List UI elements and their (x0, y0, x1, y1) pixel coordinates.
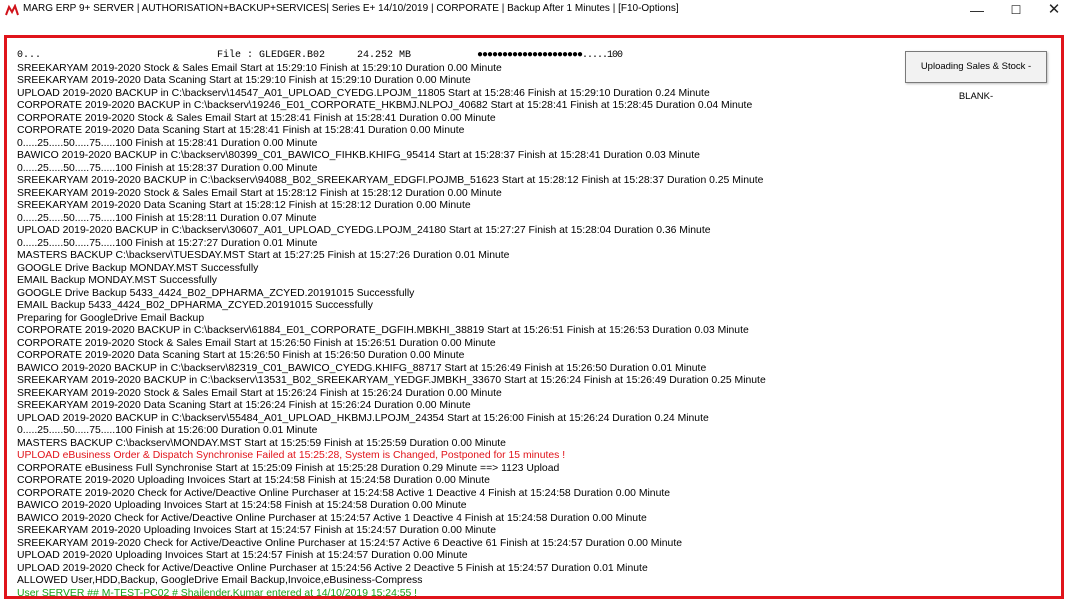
log-line: BAWICO 2019-2020 BACKUP in C:\backserv\80399_C01_BAWICO_FIHKB.KHIFG_95414 Start at 15:28:37 Finish at 15:28:41 Duration 0.03 Minute (17, 150, 700, 161)
log-line: SREEKARYAM 2019-2020 Stock & Sales Email Start at 15:28:12 Finish at 15:28:12 Duration 0.00 Minute (17, 187, 502, 199)
log-line: SREEKARYAM 2019-2020 Stock & Sales Email Start at 15:26:24 Finish at 15:26:24 Duration 0.00 Minute (17, 387, 502, 399)
log-line: SREEKARYAM 2019-2020 Data Scaning Start at 15:29:10 Finish at 15:29:10 Duration 0.00 Minute (17, 75, 471, 86)
minimize-button[interactable]: — (970, 2, 984, 18)
log-line: 0.....25.....50.....75.....100 Finish at 15:28:37 Duration 0.00 Minute (17, 162, 318, 174)
log-panel[interactable] (4, 35, 1064, 599)
log-line: EMAIL Backup MONDAY.MST Successfully (17, 275, 217, 286)
log-line: BAWICO 2019-2020 Uploading Invoices Start at 15:24:58 Finish at 15:24:58 Duration 0.00 Minute (17, 500, 467, 511)
log-line: UPLOAD 2019-2020 BACKUP in C:\backserv\55484_A01_UPLOAD_HKBMJ.LPOJM_24354 Start at 15:26:00 Finish at 15:26:24 Duration 0.24 Minute (17, 412, 709, 424)
log-line: 0.....25.....50.....75.....100 Finish at 15:26:00 Duration 0.01 Minute (17, 425, 318, 436)
log-line: CORPORATE 2019-2020 Stock & Sales Email Start at 15:26:50 Finish at 15:26:51 Duration 0.00 Minute (17, 337, 496, 349)
log-line: SREEKARYAM 2019-2020 Uploading Invoices Start at 15:24:57 Finish at 15:24:57 Duration 0.00 Minute (17, 525, 497, 536)
progress-counter: 0... (17, 50, 42, 61)
log-line: UPLOAD 2019-2020 BACKUP in C:\backserv\30607_A01_UPLOAD_CYEDG.LPOJM_24180 Start at 15:27:27 Finish at 15:28:04 Duration 0.36 Minute (17, 225, 711, 236)
log-list (17, 50, 897, 600)
log-line: User SERVER ## M-TEST-PC02 # Shailender.Kumar entered at 14/10/2019 15:24:55 ! (17, 587, 418, 599)
log-line: 0.....25.....50.....75.....100 Finish at 15:28:41 Duration 0.00 Minute (17, 137, 318, 149)
log-line: SREEKARYAM 2019-2020 Check for Active/Deactive Online Purchaser at 15:24:57 Active 6 Deactive 61 Finish at 15:24:57 Duration 0.00 Minute (17, 537, 682, 549)
log-line: BAWICO 2019-2020 BACKUP in C:\backserv\82319_C01_BAWICO_CYEDG.KHIFG_88717 Start at 15:26:49 Finish at 15:26:50 Duration 0.01 Minute (17, 362, 707, 374)
log-line: CORPORATE 2019-2020 BACKUP in C:\backserv\19246_E01_CORPORATE_HKBMJ.NLPOJ_40682 Start at 15:28:41 Finish at 15:28:45 Duration 0.04 Minute (17, 100, 753, 111)
log-line: 0.....25.....50.....75.....100 Finish at 15:28:11 Duration 0.07 Minute (17, 212, 317, 224)
log-line: UPLOAD 2019-2020 Uploading Invoices Start at 15:24:57 Finish at 15:24:57 Duration 0.00 Minute (17, 550, 468, 561)
log-line: Preparing for GoogleDrive Email Backup (17, 312, 205, 324)
log-line: CORPORATE 2019-2020 Uploading Invoices Start at 15:24:58 Finish at 15:24:58 Duration 0.00 Minute (17, 475, 490, 486)
log-line: UPLOAD eBusiness Order & Dispatch Synchronise Failed at 15:25:28, System is Changed, Postponed for 15 minutes ! (17, 450, 566, 461)
log-line: SREEKARYAM 2019-2020 BACKUP in C:\backserv\13531_B02_SREEKARYAM_YEDGF.JMBKH_33670 Start at 15:26:24 Finish at 15:26:49 Duration 0.25 Minute (17, 375, 766, 386)
log-line: UPLOAD 2019-2020 BACKUP in C:\backserv\14547_A01_UPLOAD_CYEDG.LPOJM_11805 Start at 15:28:46 Finish at 15:29:10 Duration 0.24 Minute (17, 87, 710, 99)
upload-status-popup: Uploading Sales & Stock -BLANK- (905, 51, 1047, 83)
log-line: GOOGLE Drive Backup MONDAY.MST Successfully (17, 262, 259, 274)
log-line: CORPORATE 2019-2020 Data Scaning Start at 15:26:50 Finish at 15:26:50 Duration 0.00 Minute (17, 350, 465, 361)
marg-logo-icon (5, 4, 19, 16)
progress-file-label: File : GLEDGER.B02 (217, 50, 326, 61)
log-line: CORPORATE 2019-2020 Stock & Sales Email Start at 15:28:41 Finish at 15:28:41 Duration 0.00 Minute (17, 112, 496, 124)
log-line: 0.....25.....50.....75.....100 Finish at 15:27:27 Duration 0.01 Minute (17, 237, 318, 249)
log-line: MASTERS BACKUP C:\backserv\TUESDAY.MST Start at 15:27:25 Finish at 15:27:26 Duration 0.01 Minute (17, 250, 510, 261)
maximize-button[interactable]: ☐ (1010, 3, 1022, 17)
log-line: ALLOWED User,HDD,Backup, GoogleDrive Email Backup,Invoice,eBusiness-Compress (17, 575, 423, 586)
close-button[interactable]: ✕ (1047, 1, 1061, 18)
log-line: MASTERS BACKUP C:\backserv\MONDAY.MST Start at 15:25:59 Finish at 15:25:59 Duration 0.00 Minute (17, 437, 506, 449)
window-title: MARG ERP 9+ SERVER | AUTHORISATION+BACKUP+SERVICES| Series E+ 14/10/2019 | CORPORATE | Backup After 1 Minutes | [F10-Options] (23, 3, 679, 14)
log-line: SREEKARYAM 2019-2020 BACKUP in C:\backserv\94088_B02_SREEKARYAM_EDGFI.POJMB_51623 Start at 15:28:12 Finish at 15:28:37 Duration 0.25 Minute (17, 175, 764, 186)
title-bar[interactable] (0, 0, 1068, 20)
log-line: CORPORATE 2019-2020 BACKUP in C:\backserv\61884_E01_CORPORATE_DGFIH.MBKHI_38819 Start at 15:26:51 Finish at 15:26:53 Duration 0.03 Minute (17, 325, 749, 336)
log-line: SREEKARYAM 2019-2020 Data Scaning Start at 15:26:24 Finish at 15:26:24 Duration 0.00 Minute (17, 400, 471, 411)
log-line: SREEKARYAM 2019-2020 Stock & Sales Email Start at 15:29:10 Finish at 15:29:10 Duration 0.00 Minute (17, 62, 502, 74)
log-line: UPLOAD 2019-2020 Check for Active/Deactive Online Purchaser at 15:24:56 Active 2 Deactive 5 Finish at 15:24:57 Duration 0.01 Minute (17, 562, 648, 574)
log-line: CORPORATE 2019-2020 Check for Active/Deactive Online Purchaser at 15:24:58 Active 1 Deactive 4 Finish at 15:24:58 Duration 0.00 Minute (17, 487, 671, 499)
log-line: CORPORATE eBusiness Full Synchronise Start at 15:25:09 Finish at 15:25:28 Duration 0.29 Minute ==> 1123 Upload (17, 462, 560, 474)
log-line: SREEKARYAM 2019-2020 Data Scaning Start at 15:28:12 Finish at 15:28:12 Duration 0.00 Minute (17, 200, 471, 211)
log-line: EMAIL Backup 5433_4424_B02_DPHARMA_ZCYED.20191015 Successfully (17, 300, 373, 311)
log-line: GOOGLE Drive Backup 5433_4424_B02_DPHARMA_ZCYED.20191015 Successfully (17, 287, 415, 299)
progress-dots: ●●●●●●●●●●●●●●●●●●●●●.....100 (477, 50, 623, 61)
toolbar-strip (0, 20, 1068, 35)
progress-file-size: 24.252 MB (357, 50, 412, 61)
log-line: BAWICO 2019-2020 Check for Active/Deactive Online Purchaser at 15:24:57 Active 1 Deactive 4 Finish at 15:24:58 Duration 0.00 Minute (17, 512, 647, 524)
log-line: CORPORATE 2019-2020 Data Scaning Start at 15:28:41 Finish at 15:28:41 Duration 0.00 Minute (17, 125, 465, 136)
backup-progress-line (17, 50, 897, 63)
